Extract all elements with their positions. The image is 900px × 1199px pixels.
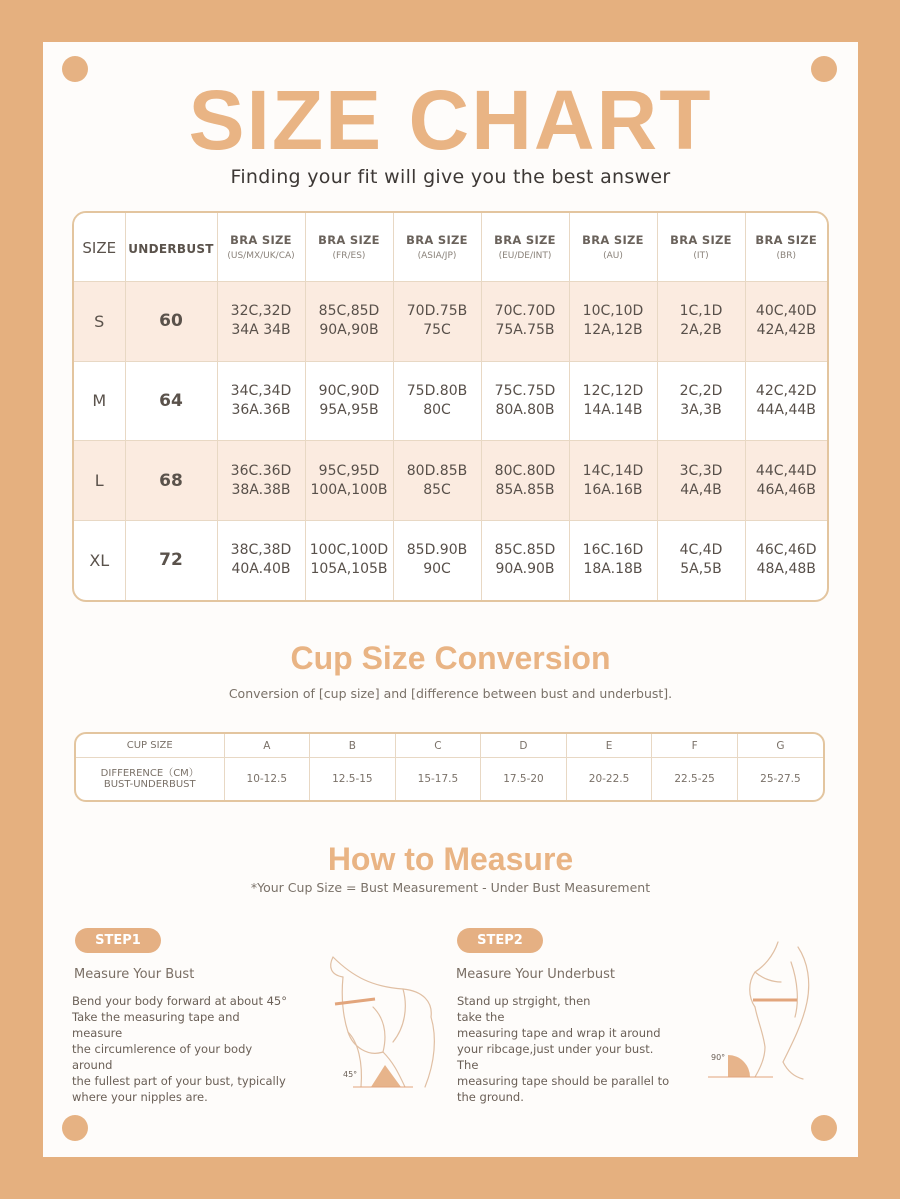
bra-size-cell: 16C.16D 18A.18B <box>569 520 657 600</box>
underbust-measure-figure-icon <box>703 937 823 1087</box>
cup-conversion-note: Conversion of [cup size] and [difference between bust and underbust]. <box>228 686 673 701</box>
angle-label-90: 90° <box>711 1053 726 1062</box>
underbust-cell: 64 <box>125 361 217 441</box>
bra-size-cell: 85D.90B 90C <box>393 520 481 600</box>
bra-size-cell: 1C,1D 2A,2B <box>657 282 745 362</box>
difference-cell: 12.5-15 <box>310 758 396 800</box>
bra-size-cell: 70D.75B 75C <box>393 282 481 362</box>
header-cell: BRA SIZE (IT) <box>657 213 745 282</box>
bust-measure-figure-icon <box>313 947 453 1092</box>
underbust-cell: 60 <box>125 282 217 362</box>
cup-size-label: CUP SIZE <box>76 734 224 758</box>
how-to-measure-note: *Your Cup Size = Bust Measurement - Under Bust Measurement <box>250 880 651 895</box>
bra-size-cell: 85C.85D 90A.90B <box>481 520 569 600</box>
size-chart-card <box>43 42 858 1157</box>
bra-size-cell: 34C,34D 36A.36B <box>217 361 305 441</box>
table-row <box>74 361 827 441</box>
header-cell: BRA SIZE (BR) <box>745 213 827 282</box>
difference-cell: 10-12.5 <box>224 758 310 800</box>
difference-label: DIFFERENCE（CM） BUST-UNDERBUST <box>76 758 224 800</box>
header-cell: SIZE <box>74 213 125 282</box>
table-row <box>74 282 827 362</box>
size-cell: XL <box>74 520 125 600</box>
bra-size-cell: 44C,44D 46A,46B <box>745 441 827 521</box>
header-cell: BRA SIZE (US/MX/UK/CA) <box>217 213 305 282</box>
cup-size-cell: C <box>395 734 481 758</box>
header-cell: BRA SIZE (AU) <box>569 213 657 282</box>
bra-size-cell: 12C,12D 14A.14B <box>569 361 657 441</box>
difference-cell: 22.5-25 <box>652 758 738 800</box>
difference-cell: 20-22.5 <box>566 758 652 800</box>
step1-instructions: Bend your body forward at about 45° Take the measuring tape and measure the circumlerence of your body around the fullest part of your bust, typically where your nipples are. <box>72 994 287 1104</box>
bra-size-cell: 85C,85D 90A,90B <box>305 282 393 362</box>
bra-size-cell: 80D.85B 85C <box>393 441 481 521</box>
bra-size-cell: 100C,100D 105A,105B <box>305 520 393 600</box>
step2-instructions: Stand up strgight, then take the measuring tape and wrap it around your ribcage,just under your bust. The measuring tape should be parallel to the ground. <box>457 994 670 1104</box>
page-subtitle: Finding your fit will give you the best answer <box>230 166 671 188</box>
underbust-cell: 72 <box>125 520 217 600</box>
cup-size-cell: A <box>224 734 310 758</box>
bra-size-cell: 14C,14D 16A.16B <box>569 441 657 521</box>
size-table <box>72 211 829 602</box>
step1-heading: Measure Your Bust <box>74 967 195 982</box>
corner-dot <box>811 1115 837 1141</box>
header-cell: BRA SIZE (ASIA/JP) <box>393 213 481 282</box>
bra-size-cell: 10C,10D 12A,12B <box>569 282 657 362</box>
difference-cell: 17.5-20 <box>481 758 567 800</box>
size-cell: M <box>74 361 125 441</box>
angle-label-45: 45° <box>343 1070 358 1079</box>
table-header-row <box>74 213 827 282</box>
bra-size-cell: 75D.80B 80C <box>393 361 481 441</box>
cup-conversion-table <box>74 732 825 802</box>
bra-size-cell: 3C,3D 4A,4B <box>657 441 745 521</box>
table-row <box>74 441 827 521</box>
size-cell: S <box>74 282 125 362</box>
corner-dot <box>62 1115 88 1141</box>
bra-size-cell: 38C,38D 40A.40B <box>217 520 305 600</box>
bra-size-cell: 2C,2D 3A,3B <box>657 361 745 441</box>
cup-size-row <box>76 734 823 758</box>
bra-size-cell: 46C,46D 48A,48B <box>755 542 817 578</box>
bra-size-cell: 90C,90D 95A,95B <box>305 361 393 441</box>
cup-size-cell: B <box>310 734 396 758</box>
bra-size-cell: 95C,95D 100A,100B <box>305 441 393 521</box>
underbust-cell: 68 <box>125 441 217 521</box>
table-row <box>74 520 827 600</box>
cup-size-cell: F <box>652 734 738 758</box>
difference-cell: 25-27.5 <box>760 773 801 786</box>
difference-cell: 15-17.5 <box>395 758 481 800</box>
header-cell: BRA SIZE (FR/ES) <box>305 213 393 282</box>
cup-conversion-title: Cup Size Conversion <box>290 640 611 676</box>
cup-size-cell: G <box>737 734 823 758</box>
bra-size-cell: 42C,42D 44A,44B <box>745 361 827 441</box>
cup-size-cell: E <box>566 734 652 758</box>
bra-size-cell: 80C.80D 85A.85B <box>481 441 569 521</box>
bra-size-cell: 75C.75D 80A.80B <box>481 361 569 441</box>
page-title: SIZE CHART <box>188 73 713 167</box>
bra-size-cell: 32C,32D 34A 34B <box>217 282 305 362</box>
cup-size-cell: D <box>481 734 567 758</box>
step1-badge: STEP1 <box>75 928 161 953</box>
bra-size-cell: 40C,40D 42A,42B <box>745 282 827 362</box>
difference-row <box>76 758 823 800</box>
step2-heading: Measure Your Underbust <box>456 967 615 982</box>
header-cell: UNDERBUST <box>125 213 217 282</box>
bra-size-cell: 36C.36D 38A.38B <box>217 441 305 521</box>
bra-size-cell: 70C.70D 75A.75B <box>481 282 569 362</box>
how-to-measure-title: How to Measure <box>327 841 574 877</box>
step2-badge: STEP2 <box>457 928 543 953</box>
header-cell: BRA SIZE (EU/DE/INT) <box>481 213 569 282</box>
bra-size-cell: 4C,4D 5A,5B <box>657 520 745 600</box>
size-cell: L <box>74 441 125 521</box>
